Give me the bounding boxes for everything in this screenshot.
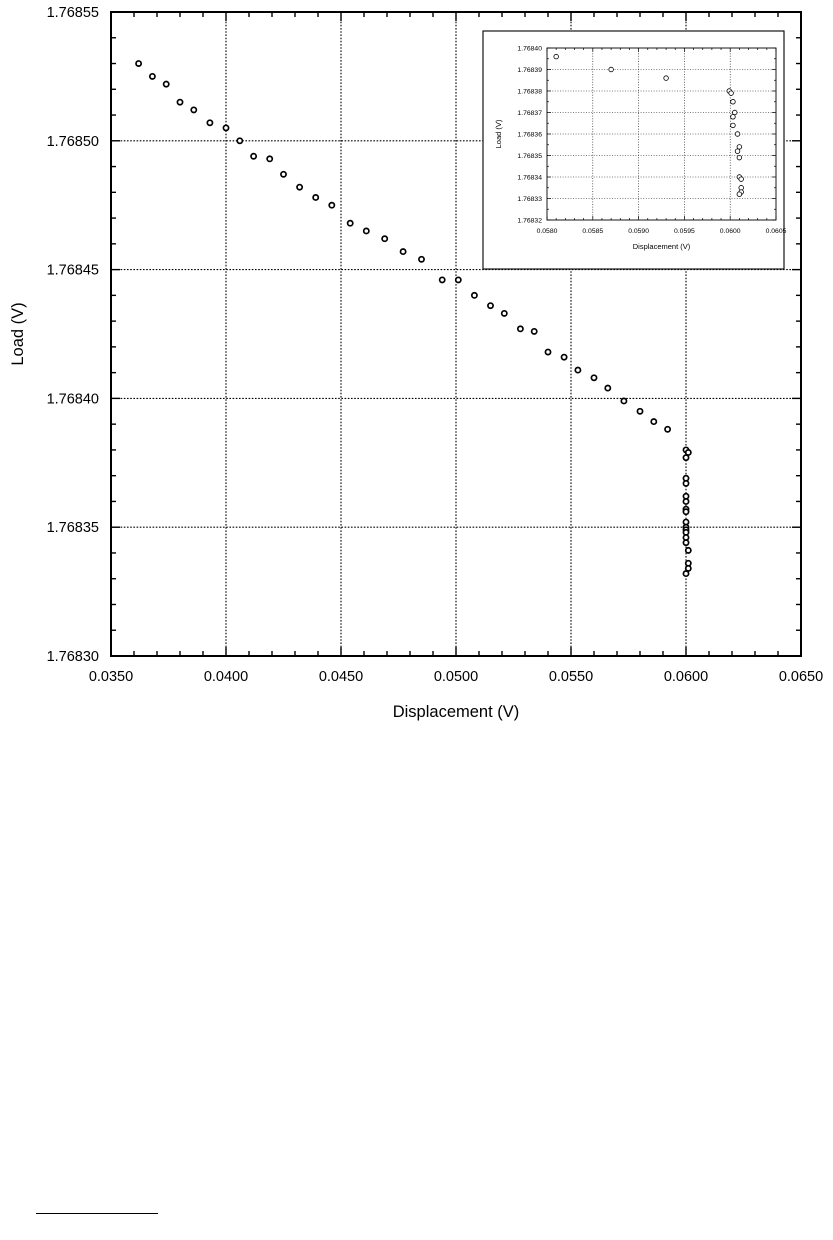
data-point <box>683 481 688 486</box>
data-point <box>237 138 242 143</box>
inset-y-axis-title: Load (V) <box>494 119 503 149</box>
data-point <box>329 203 334 208</box>
data-point <box>472 293 477 298</box>
inset-data-point <box>729 91 734 96</box>
data-point <box>665 427 670 432</box>
data-point <box>545 349 550 354</box>
inset-data-point <box>731 99 736 104</box>
data-point <box>364 228 369 233</box>
data-point <box>562 355 567 360</box>
data-point <box>251 154 256 159</box>
x-tick-label: 0.0400 <box>203 669 249 685</box>
data-point <box>297 185 302 190</box>
x-tick-label: 0.0350 <box>88 669 134 685</box>
y-tick-label: 1.76830 <box>46 649 99 665</box>
y-tick-label: 1.76855 <box>46 5 99 21</box>
data-point <box>223 125 228 130</box>
data-point <box>488 303 493 308</box>
inset-plot <box>483 31 787 269</box>
data-point <box>621 398 626 403</box>
x-tick-label: 0.0650 <box>778 669 824 685</box>
y-axis-title: Load (V) <box>9 302 27 366</box>
y-tick-label: 1.76840 <box>46 391 99 408</box>
data-point <box>651 419 656 424</box>
inset-data-point <box>737 155 742 160</box>
inset-x-tick-label: 0.0580 <box>536 228 558 235</box>
data-point <box>683 499 688 504</box>
data-point <box>440 277 445 282</box>
data-point <box>532 329 537 334</box>
footnote-rule <box>36 1213 158 1214</box>
inset-data-point <box>731 115 736 120</box>
data-point <box>313 195 318 200</box>
inset-y-tick-label: 1.76832 <box>517 217 542 225</box>
data-point <box>637 409 642 414</box>
inset-data-point <box>739 177 744 182</box>
data-point <box>382 236 387 241</box>
inset-y-tick-label: 1.76840 <box>517 45 542 53</box>
inset-data-point <box>554 54 559 59</box>
y-tick-label: 1.76850 <box>46 133 99 150</box>
data-point <box>136 61 141 66</box>
x-axis-title: Displacement (V) <box>392 703 520 721</box>
inset-y-tick-label: 1.76836 <box>517 131 542 139</box>
data-point <box>281 172 286 177</box>
data-point <box>164 82 169 87</box>
y-tick-label: 1.76835 <box>46 520 99 537</box>
data-point <box>683 571 688 576</box>
inset-x-tick-label: 0.0600 <box>719 228 741 235</box>
inset-y-tick-label: 1.76833 <box>517 196 542 203</box>
inset-x-axis-title: Displacement (V) <box>632 242 691 251</box>
data-point <box>605 385 610 390</box>
x-tick-label: 0.0450 <box>318 669 364 685</box>
inset-data-point <box>735 149 740 154</box>
data-point <box>348 221 353 226</box>
data-point <box>683 540 688 545</box>
inset-y-tick-label: 1.76839 <box>517 67 542 74</box>
data-point <box>267 156 272 161</box>
inset-y-tick-label: 1.76834 <box>517 174 542 182</box>
data-point <box>419 257 424 262</box>
data-point <box>177 100 182 105</box>
x-tick-label: 0.0500 <box>433 669 479 685</box>
inset-y-tick-label: 1.76837 <box>517 110 542 117</box>
inset-y-tick-label: 1.76835 <box>517 153 542 160</box>
data-point <box>683 509 688 514</box>
data-point <box>686 548 691 553</box>
data-point <box>683 455 688 460</box>
data-point <box>150 74 155 79</box>
data-point <box>591 375 596 380</box>
data-point <box>401 249 406 254</box>
inset-data-point <box>737 192 742 197</box>
y-tick-label: 1.76845 <box>46 262 99 279</box>
inset-x-tick-label: 0.0585 <box>582 228 604 235</box>
inset-data-point <box>731 123 736 128</box>
inset-x-tick-label: 0.0595 <box>674 228 695 235</box>
inset-y-tick-label: 1.76838 <box>517 88 542 96</box>
x-tick-label: 0.0550 <box>548 669 594 685</box>
data-point <box>518 326 523 331</box>
data-point <box>575 367 580 372</box>
inset-data-point <box>664 76 669 81</box>
data-point <box>191 107 196 112</box>
data-point <box>456 277 461 282</box>
inset-data-point <box>609 67 614 72</box>
data-point <box>502 311 507 316</box>
inset-x-tick-label: 0.0605 <box>765 228 787 235</box>
inset-data-point <box>735 132 740 137</box>
x-tick-label: 0.0600 <box>663 669 709 685</box>
inset-x-tick-label: 0.0590 <box>628 228 649 235</box>
data-point <box>207 120 212 125</box>
